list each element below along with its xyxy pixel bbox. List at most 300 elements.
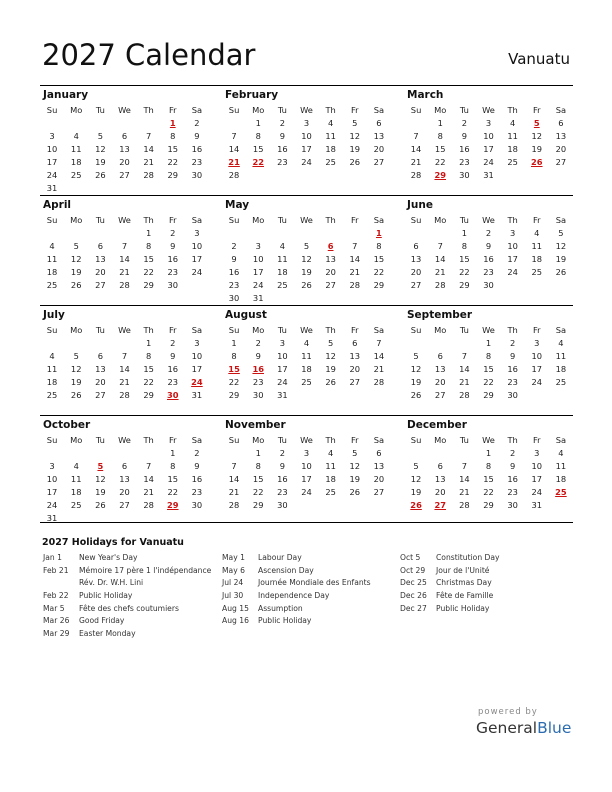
empty-cell [112, 447, 136, 460]
day-cell: 8 [437, 131, 443, 141]
day-cell: 14 [459, 474, 470, 484]
weekday-header: Fr [532, 435, 541, 445]
holiday-date: Mar 29 [43, 629, 70, 639]
day-cell: 4 [303, 338, 310, 348]
day-cell: 22 [167, 487, 179, 497]
empty-cell [270, 227, 294, 240]
day-cell: 27 [373, 487, 385, 497]
empty-cell [137, 447, 161, 460]
weekday-header: Tu [277, 105, 287, 115]
day-cell: 27 [119, 500, 130, 510]
empty-cell [40, 117, 64, 130]
day-cell: 28 [459, 390, 470, 400]
day-cell: 10 [277, 351, 288, 361]
day-cell: 4 [73, 131, 79, 141]
weekday-header: We [118, 435, 131, 445]
day-cell: 9 [485, 241, 492, 251]
day-cell: 3 [303, 118, 310, 128]
holiday-item [222, 603, 371, 616]
day-cell: 11 [46, 364, 58, 374]
empty-cell [404, 227, 428, 240]
day-cell: 5 [303, 241, 310, 251]
holiday-name: Public Holiday [258, 616, 312, 626]
day-cell: 1 [255, 448, 261, 458]
day-cell: 15 [167, 474, 179, 484]
weekday-header: Th [325, 325, 336, 335]
day-cell: 16 [483, 254, 494, 264]
day-cell: 22 [228, 377, 240, 387]
day-cell: 2 [194, 118, 200, 128]
empty-cell [428, 337, 452, 350]
holiday-date: May 1 [222, 553, 245, 562]
day-cell: 21 [119, 377, 130, 387]
day-cell: 25 [46, 390, 58, 400]
day-cell: 18 [46, 377, 58, 387]
holiday-name: Mémoire 17 père 1 l'indépendance [79, 565, 212, 575]
month-block [404, 196, 573, 305]
day-cell: 5 [73, 241, 79, 251]
weekday-header: Mo [434, 105, 447, 115]
day-cell: 4 [558, 338, 564, 348]
weekday-header: We [300, 435, 313, 445]
day-cell: 22 [483, 377, 494, 387]
day-cell: 26 [95, 500, 106, 510]
day-cell: 10 [507, 241, 518, 251]
empty-cell [452, 447, 476, 460]
day-cell: 24 [507, 267, 518, 277]
day-cell: 30 [228, 293, 240, 303]
weekday-header: Mo [434, 435, 447, 445]
day-cell: 9 [279, 461, 285, 471]
day-cell: 11 [46, 254, 58, 264]
day-cell: 18 [531, 254, 543, 264]
holiday-item [43, 552, 211, 565]
day-cell: 13 [373, 131, 385, 141]
day-cell: 25 [46, 280, 58, 290]
holiday-day: 6 [327, 241, 334, 251]
day-cell: 27 [349, 377, 361, 387]
weekday-header: Th [143, 435, 154, 445]
calendar-grid [40, 85, 573, 525]
day-cell: 18 [325, 144, 336, 154]
weekday-header: Su [228, 105, 240, 115]
day-cell: 30 [459, 170, 470, 180]
day-cell: 19 [555, 254, 567, 264]
day-cell: 23 [507, 487, 518, 497]
day-cell: 30 [277, 500, 288, 510]
day-cell: 17 [46, 487, 58, 497]
day-cell: 27 [410, 280, 422, 290]
day-grid [404, 324, 573, 402]
day-cell: 20 [373, 474, 385, 484]
day-cell: 21 [228, 487, 240, 497]
day-cell: 8 [170, 461, 176, 471]
weekday-header: Tu [459, 325, 469, 335]
day-cell: 19 [410, 487, 422, 497]
weekday-header: Tu [277, 325, 287, 335]
weekday-header: Th [325, 435, 336, 445]
empty-cell [64, 117, 88, 130]
day-cell: 18 [555, 364, 567, 374]
holiday-date: Feb 22 [43, 591, 69, 601]
weekday-header: Th [507, 325, 518, 335]
day-cell: 7 [437, 241, 443, 251]
day-cell: 17 [483, 144, 494, 154]
weekday-header: Sa [555, 435, 567, 445]
day-cell: 24 [531, 377, 543, 387]
month-name: April [43, 199, 72, 211]
day-cell: 4 [534, 228, 540, 238]
month-name: January [43, 89, 89, 101]
weekday-header: Sa [555, 215, 567, 225]
day-cell: 15 [373, 254, 385, 264]
empty-cell [222, 117, 246, 130]
day-cell: 1 [145, 228, 152, 238]
day-cell: 25 [70, 170, 82, 180]
day-grid [40, 324, 209, 402]
day-cell: 21 [459, 487, 470, 497]
day-cell: 29 [483, 500, 494, 510]
weekday-header: Fr [350, 435, 359, 445]
day-cell: 2 [485, 228, 492, 238]
day-cell: 30 [252, 390, 264, 400]
weekday-header: Mo [252, 325, 265, 335]
day-cell: 10 [191, 241, 203, 251]
month-row [40, 85, 573, 195]
day-cell: 12 [349, 131, 361, 141]
holiday-date: Jan 1 [43, 553, 62, 562]
brand-logo[interactable] [476, 719, 571, 737]
day-cell: 24 [46, 500, 58, 510]
day-cell: 19 [301, 267, 312, 277]
month-block [40, 416, 209, 525]
day-cell: 12 [70, 254, 82, 264]
day-cell: 9 [509, 461, 516, 471]
day-cell: 2 [279, 448, 285, 458]
month-block [40, 306, 209, 415]
day-cell: 26 [325, 377, 336, 387]
empty-cell [428, 227, 452, 240]
day-cell: 6 [97, 241, 103, 251]
day-cell: 1 [145, 338, 152, 348]
day-cell: 30 [507, 500, 518, 510]
empty-cell [64, 227, 88, 240]
holiday-day: 27 [434, 500, 446, 510]
day-cell: 13 [555, 131, 567, 141]
day-cell: 27 [373, 157, 385, 167]
day-cell: 6 [352, 338, 358, 348]
day-cell: 8 [170, 131, 176, 141]
weekday-header: Sa [555, 325, 567, 335]
month-block [404, 306, 573, 415]
holiday-day: 21 [228, 157, 240, 167]
holiday-item [400, 552, 500, 565]
holiday-day: 22 [252, 157, 264, 167]
weekday-header: Tu [95, 325, 105, 335]
month-block [222, 86, 391, 195]
day-cell: 25 [531, 267, 543, 277]
day-cell: 11 [325, 131, 336, 141]
day-cell: 14 [119, 364, 130, 374]
holiday-item [222, 577, 371, 590]
day-cell: 24 [46, 170, 58, 180]
day-cell: 10 [191, 351, 203, 361]
day-cell: 12 [349, 461, 361, 471]
weekday-header: Tu [95, 215, 105, 225]
day-cell: 29 [228, 390, 240, 400]
day-cell: 19 [95, 157, 106, 167]
holiday-item [222, 590, 371, 603]
holiday-column-3 [400, 552, 500, 615]
day-cell: 26 [555, 267, 567, 277]
day-cell: 8 [485, 351, 492, 361]
holiday-item [400, 603, 500, 616]
day-cell: 22 [143, 377, 154, 387]
holiday-name: Labour Day [258, 553, 302, 562]
day-cell: 21 [459, 377, 470, 387]
day-cell: 1 [485, 338, 492, 348]
day-grid [222, 104, 391, 182]
day-cell: 10 [301, 461, 312, 471]
day-cell: 6 [558, 118, 564, 128]
day-cell: 9 [255, 351, 261, 361]
day-cell: 2 [231, 241, 237, 251]
month-block [404, 86, 573, 195]
day-cell: 20 [434, 487, 446, 497]
day-cell: 11 [555, 461, 567, 471]
day-cell: 26 [70, 280, 82, 290]
powered-by-text: powered by [478, 707, 538, 717]
empty-cell [64, 337, 88, 350]
day-cell: 5 [97, 131, 103, 141]
day-cell: 24 [191, 267, 203, 277]
empty-cell [404, 117, 428, 130]
day-cell: 27 [95, 280, 106, 290]
day-cell: 22 [143, 267, 154, 277]
day-cell: 15 [459, 254, 470, 264]
day-cell: 22 [483, 487, 494, 497]
day-cell: 1 [461, 228, 467, 238]
weekday-header: Su [228, 435, 240, 445]
day-cell: 4 [279, 241, 285, 251]
month-name: July [43, 309, 65, 321]
day-cell: 31 [483, 170, 494, 180]
day-cell: 24 [301, 487, 312, 497]
day-cell: 23 [277, 157, 288, 167]
day-cell: 9 [509, 351, 516, 361]
holiday-day: 1 [169, 118, 176, 128]
day-cell: 1 [170, 448, 176, 458]
empty-cell [88, 337, 112, 350]
day-cell: 8 [461, 241, 467, 251]
day-cell: 22 [373, 267, 385, 277]
day-cell: 18 [277, 267, 288, 277]
weekday-header: Fr [350, 325, 359, 335]
day-cell: 4 [509, 118, 516, 128]
holiday-name: Assumption [258, 603, 303, 613]
day-cell: 25 [277, 280, 288, 290]
day-cell: 22 [459, 267, 470, 277]
day-cell: 17 [191, 364, 203, 374]
day-cell: 2 [255, 338, 261, 348]
day-cell: 10 [531, 351, 543, 361]
day-cell: 8 [255, 131, 261, 141]
day-cell: 11 [325, 461, 336, 471]
day-cell: 20 [349, 364, 361, 374]
holiday-name: Jour de l'Unité [436, 565, 490, 575]
weekday-header: Tu [95, 435, 105, 445]
day-cell: 5 [327, 338, 334, 348]
month-block [404, 416, 573, 525]
weekday-header: We [118, 105, 131, 115]
empty-cell [40, 337, 64, 350]
day-cell: 18 [555, 474, 567, 484]
day-cell: 27 [434, 390, 446, 400]
day-cell: 13 [410, 254, 422, 264]
day-cell: 22 [252, 487, 264, 497]
day-cell: 8 [376, 241, 382, 251]
month-name: September [407, 309, 473, 321]
day-cell: 20 [434, 377, 446, 387]
day-cell: 31 [531, 500, 543, 510]
empty-cell [319, 227, 343, 240]
day-cell: 9 [461, 131, 467, 141]
day-cell: 30 [167, 280, 179, 290]
holiday-date: Dec 25 [400, 578, 427, 588]
weekday-header: Mo [434, 215, 447, 225]
day-cell: 7 [461, 351, 467, 361]
day-cell: 21 [143, 487, 154, 497]
day-cell: 8 [255, 461, 261, 471]
empty-cell [88, 117, 112, 130]
day-cell: 15 [252, 144, 264, 154]
weekday-header: Tu [459, 215, 469, 225]
day-cell: 7 [145, 131, 152, 141]
day-cell: 9 [194, 461, 200, 471]
holiday-day: 29 [434, 170, 446, 180]
day-cell: 16 [167, 364, 179, 374]
empty-cell [112, 227, 136, 240]
holiday-day: 5 [97, 461, 104, 471]
day-cell: 17 [252, 267, 264, 277]
weekday-header: Su [410, 105, 422, 115]
empty-cell [88, 227, 112, 240]
day-cell: 17 [46, 157, 58, 167]
holiday-item [222, 565, 371, 578]
day-cell: 7 [413, 131, 419, 141]
holiday-date: Dec 26 [400, 591, 427, 601]
day-cell: 12 [410, 474, 422, 484]
empty-cell [452, 337, 476, 350]
day-cell: 29 [143, 280, 154, 290]
day-cell: 11 [531, 241, 543, 251]
day-cell: 4 [327, 118, 334, 128]
holiday-name: Christmas Day [436, 578, 492, 588]
day-cell: 3 [509, 228, 516, 238]
weekday-header: Th [507, 435, 518, 445]
month-name: December [407, 419, 467, 431]
weekday-header: We [482, 325, 495, 335]
weekday-header: Fr [350, 105, 359, 115]
day-cell: 10 [301, 131, 312, 141]
day-cell: 2 [170, 338, 176, 348]
day-cell: 20 [410, 267, 422, 277]
holiday-item [400, 565, 500, 578]
day-cell: 12 [301, 254, 312, 264]
empty-cell [294, 227, 318, 240]
holiday-name: Journée Mondiale des Enfants [258, 578, 371, 588]
month-row [40, 415, 573, 525]
day-cell: 5 [352, 118, 358, 128]
day-cell: 6 [376, 118, 382, 128]
empty-cell [404, 447, 428, 460]
month-block [222, 306, 391, 415]
weekday-header: Tu [95, 105, 105, 115]
holiday-column-2 [222, 552, 371, 628]
day-cell: 15 [143, 364, 154, 374]
weekday-header: Su [46, 435, 58, 445]
day-cell: 31 [46, 183, 58, 193]
weekday-header: Mo [434, 325, 447, 335]
day-cell: 17 [507, 254, 518, 264]
day-cell: 17 [277, 364, 288, 374]
day-cell: 1 [437, 118, 443, 128]
day-cell: 26 [95, 170, 106, 180]
day-cell: 12 [555, 241, 567, 251]
day-cell: 31 [191, 390, 203, 400]
day-cell: 29 [143, 390, 154, 400]
day-cell: 13 [325, 254, 336, 264]
weekday-header: Fr [532, 325, 541, 335]
day-cell: 6 [437, 461, 443, 471]
day-cell: 23 [507, 377, 518, 387]
day-cell: 17 [301, 144, 312, 154]
day-cell: 26 [70, 390, 82, 400]
day-cell: 1 [485, 448, 492, 458]
day-cell: 29 [459, 280, 470, 290]
day-cell: 21 [373, 364, 385, 374]
day-cell: 28 [119, 280, 130, 290]
day-grid [404, 104, 573, 182]
day-cell: 20 [119, 487, 130, 497]
day-grid [222, 324, 391, 402]
weekday-header: We [482, 215, 495, 225]
day-cell: 11 [507, 131, 518, 141]
weekday-header: Sa [373, 215, 385, 225]
day-cell: 25 [325, 487, 336, 497]
day-cell: 3 [194, 228, 200, 238]
day-cell: 10 [46, 474, 58, 484]
day-cell: 9 [231, 254, 237, 264]
day-cell: 7 [121, 241, 128, 251]
holiday-day: 29 [167, 500, 179, 510]
day-cell: 4 [49, 351, 55, 361]
day-cell: 23 [191, 487, 203, 497]
day-cell: 19 [349, 144, 361, 154]
holiday-day: 16 [252, 364, 264, 374]
day-cell: 13 [349, 351, 361, 361]
day-cell: 16 [459, 144, 470, 154]
weekday-header: Mo [252, 435, 265, 445]
day-cell: 11 [555, 351, 567, 361]
holiday-date: Aug 15 [222, 603, 249, 613]
holiday-item [43, 565, 211, 578]
weekday-header: Mo [70, 105, 83, 115]
day-cell: 23 [191, 157, 203, 167]
day-cell: 3 [485, 118, 492, 128]
weekday-header: We [482, 435, 495, 445]
day-cell: 19 [349, 474, 361, 484]
